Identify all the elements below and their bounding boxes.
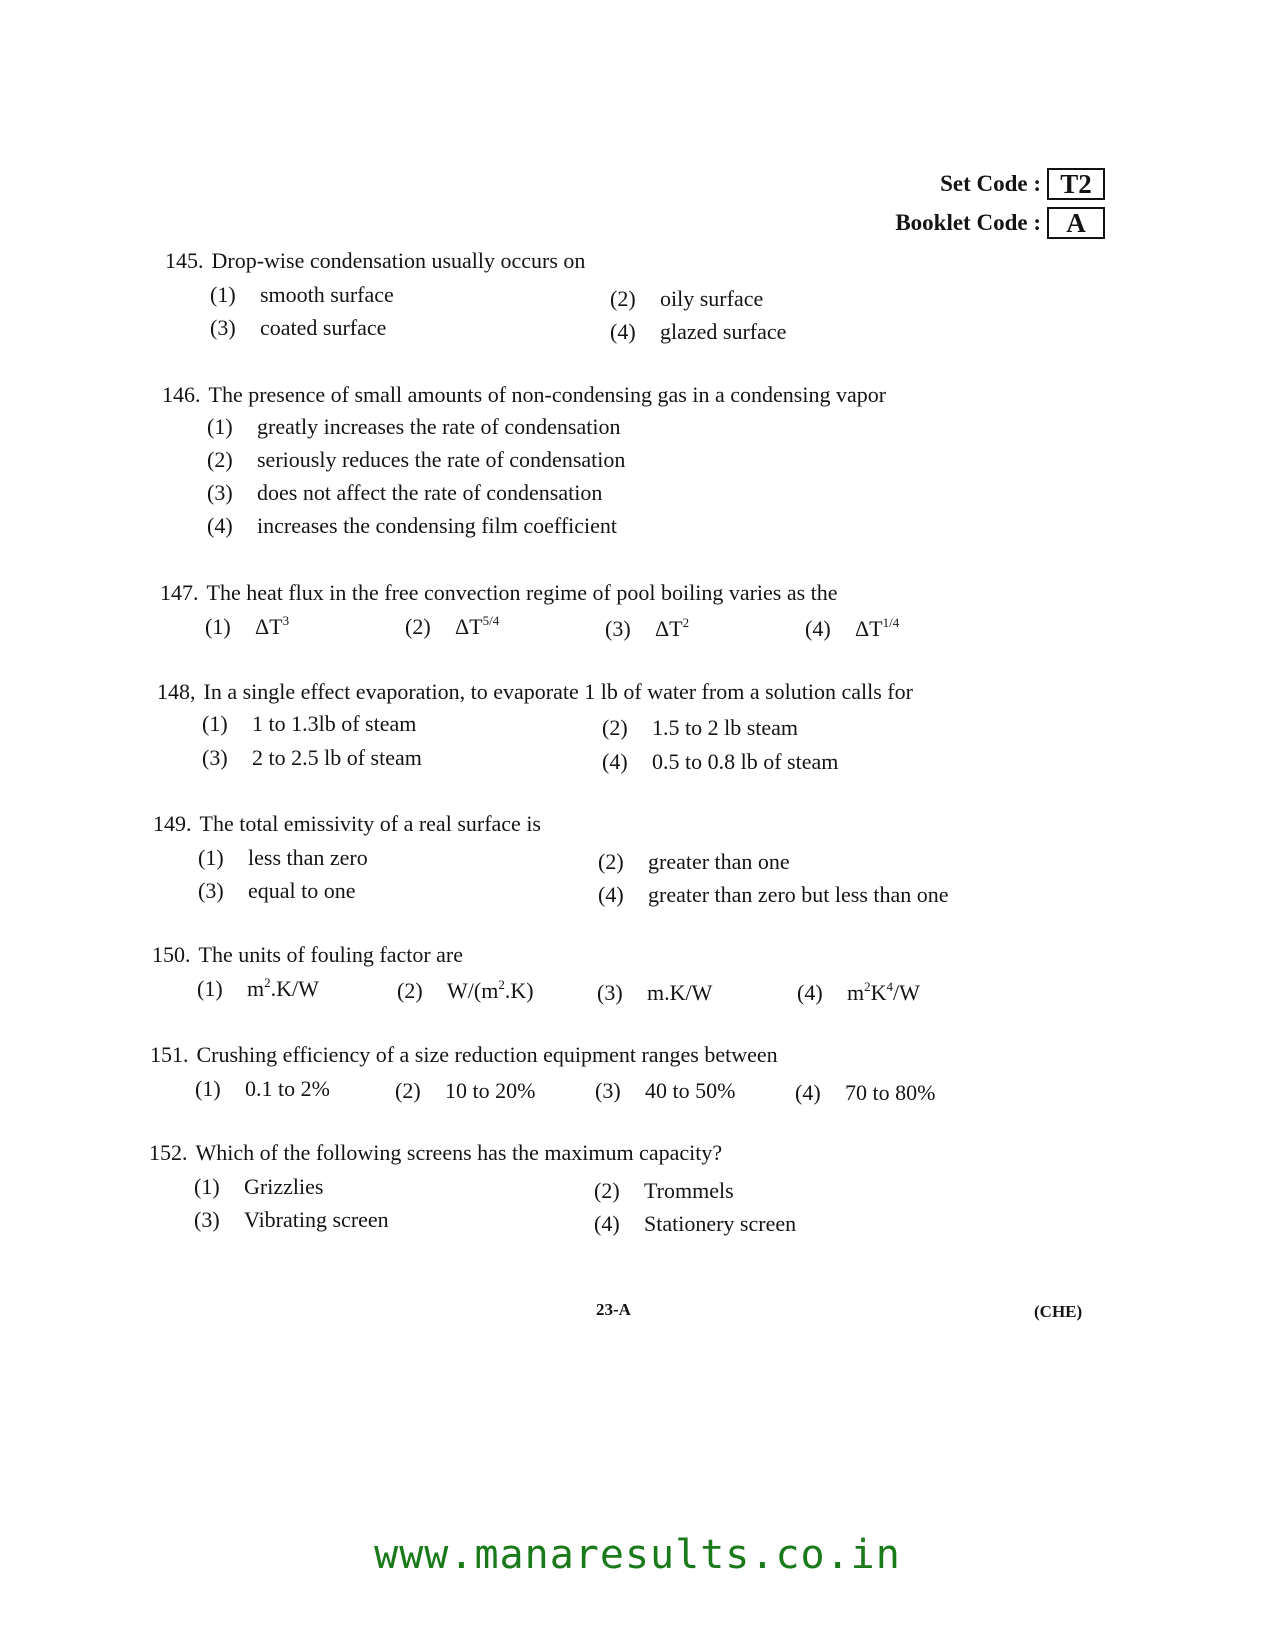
option-text: Stationery screen bbox=[644, 1211, 797, 1236]
option-number: (3) bbox=[595, 1078, 621, 1103]
option-3 bbox=[198, 878, 356, 904]
option-2 bbox=[598, 849, 790, 875]
option-text: 0.1 to 2% bbox=[245, 1076, 330, 1101]
option-number: (3) bbox=[198, 878, 224, 903]
option-text: Trommels bbox=[644, 1178, 734, 1203]
question-number: 148, bbox=[157, 679, 196, 704]
question-148 bbox=[157, 679, 913, 775]
option-1 bbox=[197, 976, 319, 1002]
option-text: ΔT bbox=[855, 616, 883, 641]
set-code-value: T2 bbox=[1047, 168, 1105, 200]
option-4 bbox=[594, 1211, 796, 1237]
option-exponent: 1/4 bbox=[882, 615, 900, 630]
option-number: (2) bbox=[395, 1078, 421, 1103]
website-watermark: www.manaresults.co.in bbox=[374, 1532, 901, 1578]
question-number: 152. bbox=[149, 1140, 188, 1165]
question-151 bbox=[150, 1042, 936, 1108]
option-text: oily surface bbox=[660, 286, 764, 311]
question-stem bbox=[160, 580, 838, 606]
option-number: (1) bbox=[207, 414, 233, 439]
option-1 bbox=[210, 282, 394, 308]
question-text: The presence of small amounts of non-condensing gas in a condensing vapor bbox=[208, 382, 887, 407]
option-4 bbox=[805, 616, 899, 642]
option-text: smooth surface bbox=[260, 282, 394, 307]
option-text: greater than one bbox=[648, 849, 790, 874]
option-3 bbox=[194, 1207, 389, 1233]
option-text-suffix: .K) bbox=[504, 978, 534, 1003]
option-text: does not affect the rate of condensation bbox=[257, 480, 603, 505]
question-text: In a single effect evaporation, to evaporate 1 lb of water from a solution calls for bbox=[203, 679, 913, 704]
question-text: Crushing efficiency of a size reduction equipment ranges between bbox=[196, 1042, 778, 1067]
option-3 bbox=[597, 980, 712, 1006]
option-text: m bbox=[847, 980, 865, 1005]
booklet-code-row bbox=[895, 205, 1105, 241]
option-4 bbox=[797, 980, 920, 1006]
option-text: 70 to 80% bbox=[845, 1080, 936, 1105]
option-text: ΔT bbox=[655, 616, 683, 641]
question-number: 146. bbox=[162, 382, 201, 407]
option-number: (4) bbox=[797, 980, 823, 1005]
option-number: (2) bbox=[602, 715, 628, 740]
question-stem bbox=[165, 248, 585, 274]
option-3 bbox=[605, 616, 689, 642]
option-text: Vibrating screen bbox=[244, 1207, 389, 1232]
option-text: ΔT bbox=[455, 614, 483, 639]
option-number: (4) bbox=[795, 1080, 821, 1105]
option-text: less than zero bbox=[248, 845, 368, 870]
option-exponent-2: 4 bbox=[886, 979, 894, 994]
option-text: Grizzlies bbox=[244, 1174, 324, 1199]
option-number: (4) bbox=[594, 1211, 620, 1236]
question-number: 145. bbox=[165, 248, 204, 273]
option-text: 10 to 20% bbox=[445, 1078, 536, 1103]
option-1 bbox=[198, 845, 368, 871]
option-number: (3) bbox=[207, 480, 233, 505]
option-number: (1) bbox=[205, 614, 231, 639]
option-exponent: 2 bbox=[682, 615, 690, 630]
option-2 bbox=[397, 978, 534, 1004]
option-1 bbox=[207, 414, 620, 440]
option-3 bbox=[207, 480, 602, 506]
option-number: (1) bbox=[194, 1174, 220, 1199]
option-text-suffix: K bbox=[870, 980, 887, 1005]
option-text: ΔT bbox=[255, 614, 283, 639]
option-text: 40 to 50% bbox=[645, 1078, 736, 1103]
option-4 bbox=[598, 882, 949, 908]
option-1 bbox=[195, 1076, 330, 1102]
option-text: coated surface bbox=[260, 315, 387, 340]
option-number: (3) bbox=[605, 616, 631, 641]
option-text: 1.5 to 2 lb steam bbox=[652, 715, 799, 740]
question-number: 151. bbox=[150, 1042, 189, 1067]
question-text: The heat flux in the free convection regime of pool boiling varies as the bbox=[206, 580, 838, 605]
option-4 bbox=[610, 319, 786, 345]
question-stem bbox=[152, 942, 463, 968]
option-2 bbox=[610, 286, 763, 312]
option-text: m.K/W bbox=[647, 980, 713, 1005]
option-3 bbox=[202, 745, 422, 771]
option-number: (1) bbox=[198, 845, 224, 870]
option-number: (1) bbox=[197, 976, 223, 1001]
option-number: (4) bbox=[598, 882, 624, 907]
option-exponent: 5/4 bbox=[482, 613, 500, 628]
option-4 bbox=[602, 749, 838, 775]
booklet-code-value: A bbox=[1047, 207, 1105, 239]
option-exponent: 2 bbox=[864, 979, 871, 994]
option-text: glazed surface bbox=[660, 319, 787, 344]
question-stem bbox=[150, 1042, 778, 1068]
option-2 bbox=[207, 447, 625, 473]
option-1 bbox=[202, 711, 416, 737]
option-text-suffix: .K/W bbox=[270, 976, 319, 1001]
option-text: increases the condensing film coefficient bbox=[257, 513, 618, 538]
option-number: (2) bbox=[594, 1178, 620, 1203]
question-146 bbox=[162, 382, 886, 538]
option-1 bbox=[205, 614, 289, 640]
question-150 bbox=[152, 942, 920, 1008]
page-code: 23-A bbox=[596, 1300, 631, 1319]
option-exponent: 2 bbox=[264, 975, 271, 990]
question-stem bbox=[157, 679, 913, 705]
option-number: (1) bbox=[202, 711, 228, 736]
option-text: 1 to 1.3lb of steam bbox=[252, 711, 417, 736]
option-2 bbox=[405, 614, 499, 640]
question-text: Which of the following screens has the maximum capacity? bbox=[195, 1140, 723, 1165]
option-number: (1) bbox=[210, 282, 236, 307]
question-text: Drop-wise condensation usually occurs on bbox=[211, 248, 586, 273]
option-exponent: 3 bbox=[282, 613, 290, 628]
option-number: (4) bbox=[602, 749, 628, 774]
question-stem bbox=[153, 811, 541, 837]
booklet-code-label: Booklet Code : bbox=[895, 210, 1041, 235]
option-text: greatly increases the rate of condensation bbox=[257, 414, 621, 439]
question-number: 149. bbox=[153, 811, 192, 836]
option-2 bbox=[602, 715, 798, 741]
question-145 bbox=[165, 248, 787, 344]
option-number: (3) bbox=[210, 315, 236, 340]
option-text: greater than zero but less than one bbox=[648, 882, 949, 907]
option-2 bbox=[594, 1178, 734, 1204]
option-number: (1) bbox=[195, 1076, 221, 1101]
option-exponent: 2 bbox=[498, 977, 505, 992]
option-number: (2) bbox=[598, 849, 624, 874]
option-number: (3) bbox=[194, 1207, 220, 1232]
option-text: W/(m bbox=[447, 978, 499, 1003]
option-4 bbox=[795, 1080, 935, 1106]
option-text: m bbox=[247, 976, 265, 1001]
option-number: (4) bbox=[805, 616, 831, 641]
option-text: seriously reduces the rate of condensation bbox=[257, 447, 626, 472]
option-number: (3) bbox=[202, 745, 228, 770]
option-1 bbox=[194, 1174, 323, 1200]
question-number: 147. bbox=[160, 580, 199, 605]
option-4 bbox=[207, 513, 617, 539]
option-3 bbox=[595, 1078, 735, 1104]
question-number: 150. bbox=[152, 942, 191, 967]
option-number: (2) bbox=[397, 978, 423, 1003]
option-2 bbox=[395, 1078, 535, 1104]
set-code-row bbox=[895, 166, 1105, 202]
option-text-suffix-2: /W bbox=[893, 980, 920, 1005]
option-number: (3) bbox=[597, 980, 623, 1005]
question-152 bbox=[149, 1140, 797, 1236]
option-number: (2) bbox=[207, 447, 233, 472]
option-text: 0.5 to 0.8 lb of steam bbox=[652, 749, 839, 774]
question-text: The total emissivity of a real surface is bbox=[199, 811, 541, 836]
option-3 bbox=[210, 315, 386, 341]
question-text: The units of fouling factor are bbox=[198, 942, 464, 967]
option-number: (2) bbox=[405, 614, 431, 639]
option-number: (2) bbox=[610, 286, 636, 311]
option-text: 2 to 2.5 lb of steam bbox=[252, 745, 422, 770]
header-codes bbox=[895, 166, 1105, 244]
subject-code: (CHE) bbox=[1034, 1302, 1083, 1321]
set-code-label: Set Code : bbox=[940, 171, 1041, 196]
question-stem bbox=[162, 382, 886, 408]
option-number: (4) bbox=[610, 319, 636, 344]
question-stem bbox=[149, 1140, 722, 1166]
question-149 bbox=[153, 811, 949, 907]
option-text: equal to one bbox=[248, 878, 356, 903]
option-number: (4) bbox=[207, 513, 233, 538]
